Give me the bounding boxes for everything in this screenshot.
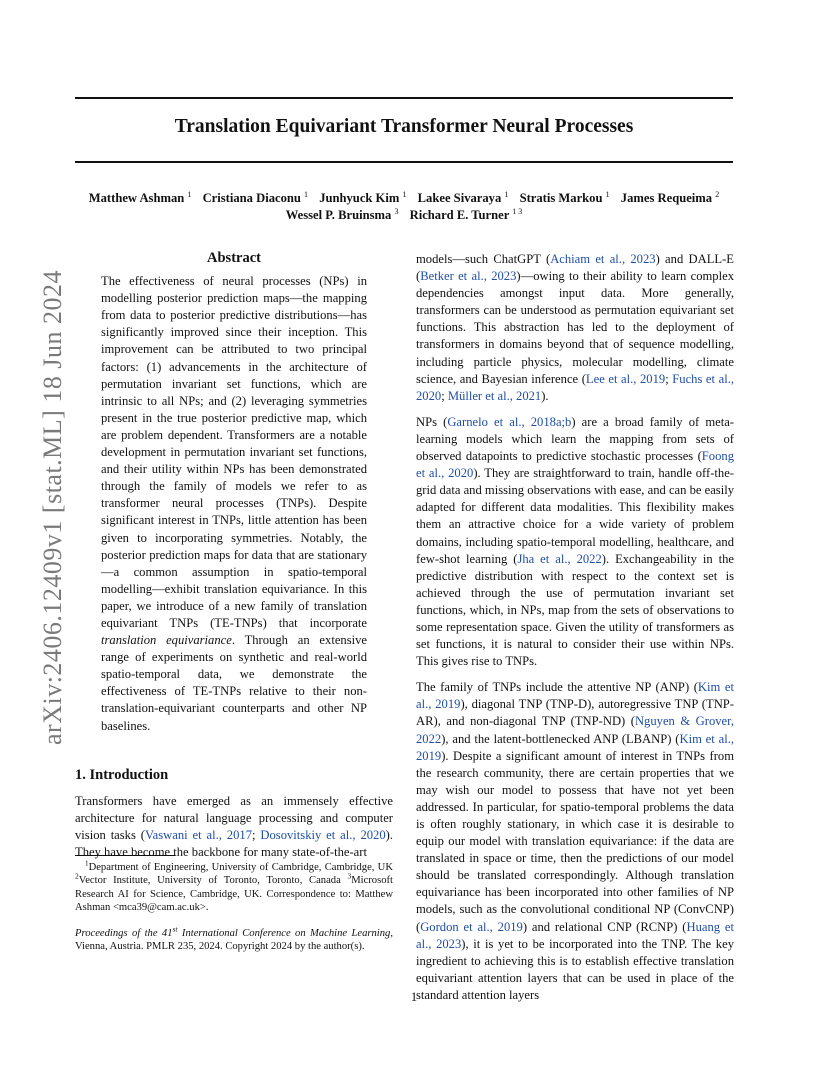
citation-link[interactable]: Foong et al., 2020 <box>416 449 734 481</box>
author: Stratis Markou $^1$ <box>519 189 610 205</box>
proceedings-note: Proceedings of the 41st International Conference on Machine Learning, Vienna, Austria. PMLR 235, 2024. Copyright 2024 by the author(s). <box>75 924 393 953</box>
citation-link[interactable]: Jha et al., 2022 <box>517 551 602 566</box>
footnote-rule <box>75 855 175 856</box>
author: Cristiana Diaconu $^1$ <box>202 189 309 205</box>
citation-link[interactable]: Lee et al., 2019 <box>585 371 666 386</box>
citation-link[interactable]: Kim et al., 2019 <box>416 680 734 712</box>
author: Richard E. Turner $^{1 3}$ <box>409 206 523 222</box>
body-paragraph: NPs (Garnelo et al., 2018a;b) are a broad family of meta-learning models which learn the mapping from sets of observed datapoints to predictive stochastic processes (Foong et al., 2020). They are straightforward to train, handle off-the-grid data and missing observations with ease, and can be easily adapted for different data modalities. This flexibility makes them an attractive choice for a wide variety of problem domains, including spatio-temporal modelling, healthcare, and few-shot learning (Jha et al., 2022). Exchangeability in the predictive distribution with respect to the context set is achieved through the use of permutation invariant set functions, which, in NPs, map from the sets of observations to some representation space. Given the utility of transformers as set functions, it is natural to consider their use within NPs. This gives rise to TNPs. <box>416 414 734 669</box>
body-paragraph: models—such ChatGPT (Achiam et al., 2023) and DALL-E (Betker et al., 2023)—owing to their ability to learn complex dependencies amongst input data. More generally, transformers can be understood as permutation equivariant set functions. This abstraction has led to the deployment of transformers in domains beyond that of sequence modelling, including particle physics, molecular modelling, climate science, and Bayesian inference (Lee et al., 2019; Fuchs et al., 2020; Müller et al., 2021). <box>416 252 734 403</box>
author: James Requeima $^2$ <box>620 189 720 205</box>
citation-link[interactable]: Müller et al., 2021 <box>447 388 542 403</box>
paper-title: Translation Equivariant Transformer Neural Processes <box>174 116 634 137</box>
citation-link[interactable]: Nguyen & Grover, 2022 <box>416 714 734 746</box>
author-list <box>75 190 733 224</box>
citation-link[interactable]: Achiam et al., 2023 <box>550 252 656 266</box>
title-bottom-rule <box>75 161 733 163</box>
citation-link[interactable]: Gordon et al., 2019 <box>420 919 523 934</box>
abstract-heading: Abstract <box>207 250 261 266</box>
abstract-body: The effectiveness of neural processes (NPs) in modelling posterior prediction maps—the mapping from data to posterior predictive distributions—has significantly improved since their inception. This improvement can be attributed to two principal factors: (1) advancements in the architecture of permutation invariant set functions, which are intrinsic to all NPs; and (2) leveraging symmetries present in the true posterior predictive map, which are problem dependent. Transformers are a notable development in permutation invariant set functions, and their utility within NPs has been demonstrated through the family of models we refer to as transformer neural processes (TNPs). Despite significant interest in TNPs, little attention has been given to incorporating symmetries. Notably, the posterior prediction maps for data that are stationary—a common assumption in spatio-temporal modelling—exhibit translation equivariance. In this paper, we introduce of a new family of translation equivariant TNPs (TE-TNPs) that incorporate translation equivariance. Through an extensive range of experiments on synthetic and real-world spatio-temporal data, we demonstrate the effectiveness of TE-TNPs relative to their non-translation-equivariant counterparts and other NP baselines. <box>101 274 367 733</box>
left-column <box>75 250 393 861</box>
author: Wessel P. Bruinsma $^3$ <box>285 206 399 222</box>
footnote-area <box>75 855 393 954</box>
citation-link[interactable]: Dosovitskiy et al., 2020 <box>260 827 386 842</box>
citation-link[interactable]: Kim et al., 2019 <box>416 731 734 763</box>
arxiv-stamp-area <box>22 270 67 745</box>
body-paragraph: The family of TNPs include the attentive NP (ANP) (Kim et al., 2019), diagonal TNP (TNP-D), autoregressive TNP (TNP-AR), and non-diagonal TNP (TNP-ND) (Nguyen & Grover, 2022), and the latent-bottlenecked ANP (LBANP) (Kim et al., 2019). Despite a significant amount of interest in TNPs from the research community, there are certain properties that we may wish our model to possess that have not yet been addressed. In particular, for spatio-temporal problems the data is often roughly stationary, in which case it is desirable to equip our model with translation equivariance: if the data are translated in space or time, then the predictions of our model should be translated correspondingly. Although translation equivariance has been incorporated into other families of NP models, such as the convolutional conditional NP (ConvCNP) (Gordon et al., 2019) and relational CNP (RCNP) (Huang et al., 2023), it is yet to be incorporated into the TNP. The key ingredient to achieving this is to establish effective translation equivariant attention layers that can be used in place of the standard attention layers <box>416 680 735 1002</box>
author: Junhyuck Kim $^1$ <box>319 189 407 205</box>
section-heading-introduction: 1. Introduction <box>75 766 169 783</box>
right-column <box>416 251 734 1004</box>
affiliation-footnote: $^1$Department of Engineering, University of Cambridge, Cambridge, UK $^2$Vector Institute, University of Toronto, Toronto, Canada $^3$Microsoft Research AI for Science, Cambridge, UK. Correspondence to: Matthew Ashman <mca39@cam.ac.uk>. <box>75 858 393 913</box>
arxiv-stamp: arXiv:2406.12409v1 [stat.ML] 18 Jun 2024 <box>38 270 67 745</box>
citation-link[interactable]: Vaswani et al., 2017 <box>144 827 252 842</box>
author: Matthew Ashman $^1$ <box>88 189 192 205</box>
citation-link[interactable]: Betker et al., 2023 <box>420 269 517 284</box>
author: Lakee Sivaraya $^1$ <box>417 189 509 205</box>
citation-link[interactable]: Fuchs et al., 2020 <box>416 371 734 403</box>
top-rule <box>75 97 733 99</box>
citation-link[interactable]: Garnelo et al., 2018a;b <box>447 414 572 429</box>
intro-paragraph: Transformers have emerged as an immensely effective architecture for natural language processing and computer vision tasks (Vaswani et al., 2017; Dosovitskiy et al., 2020). They have become the backbone for many state-of-the-art <box>75 793 393 859</box>
citation-link[interactable]: Huang et al., 2023 <box>416 919 735 951</box>
page-number: 1 <box>410 990 418 1004</box>
